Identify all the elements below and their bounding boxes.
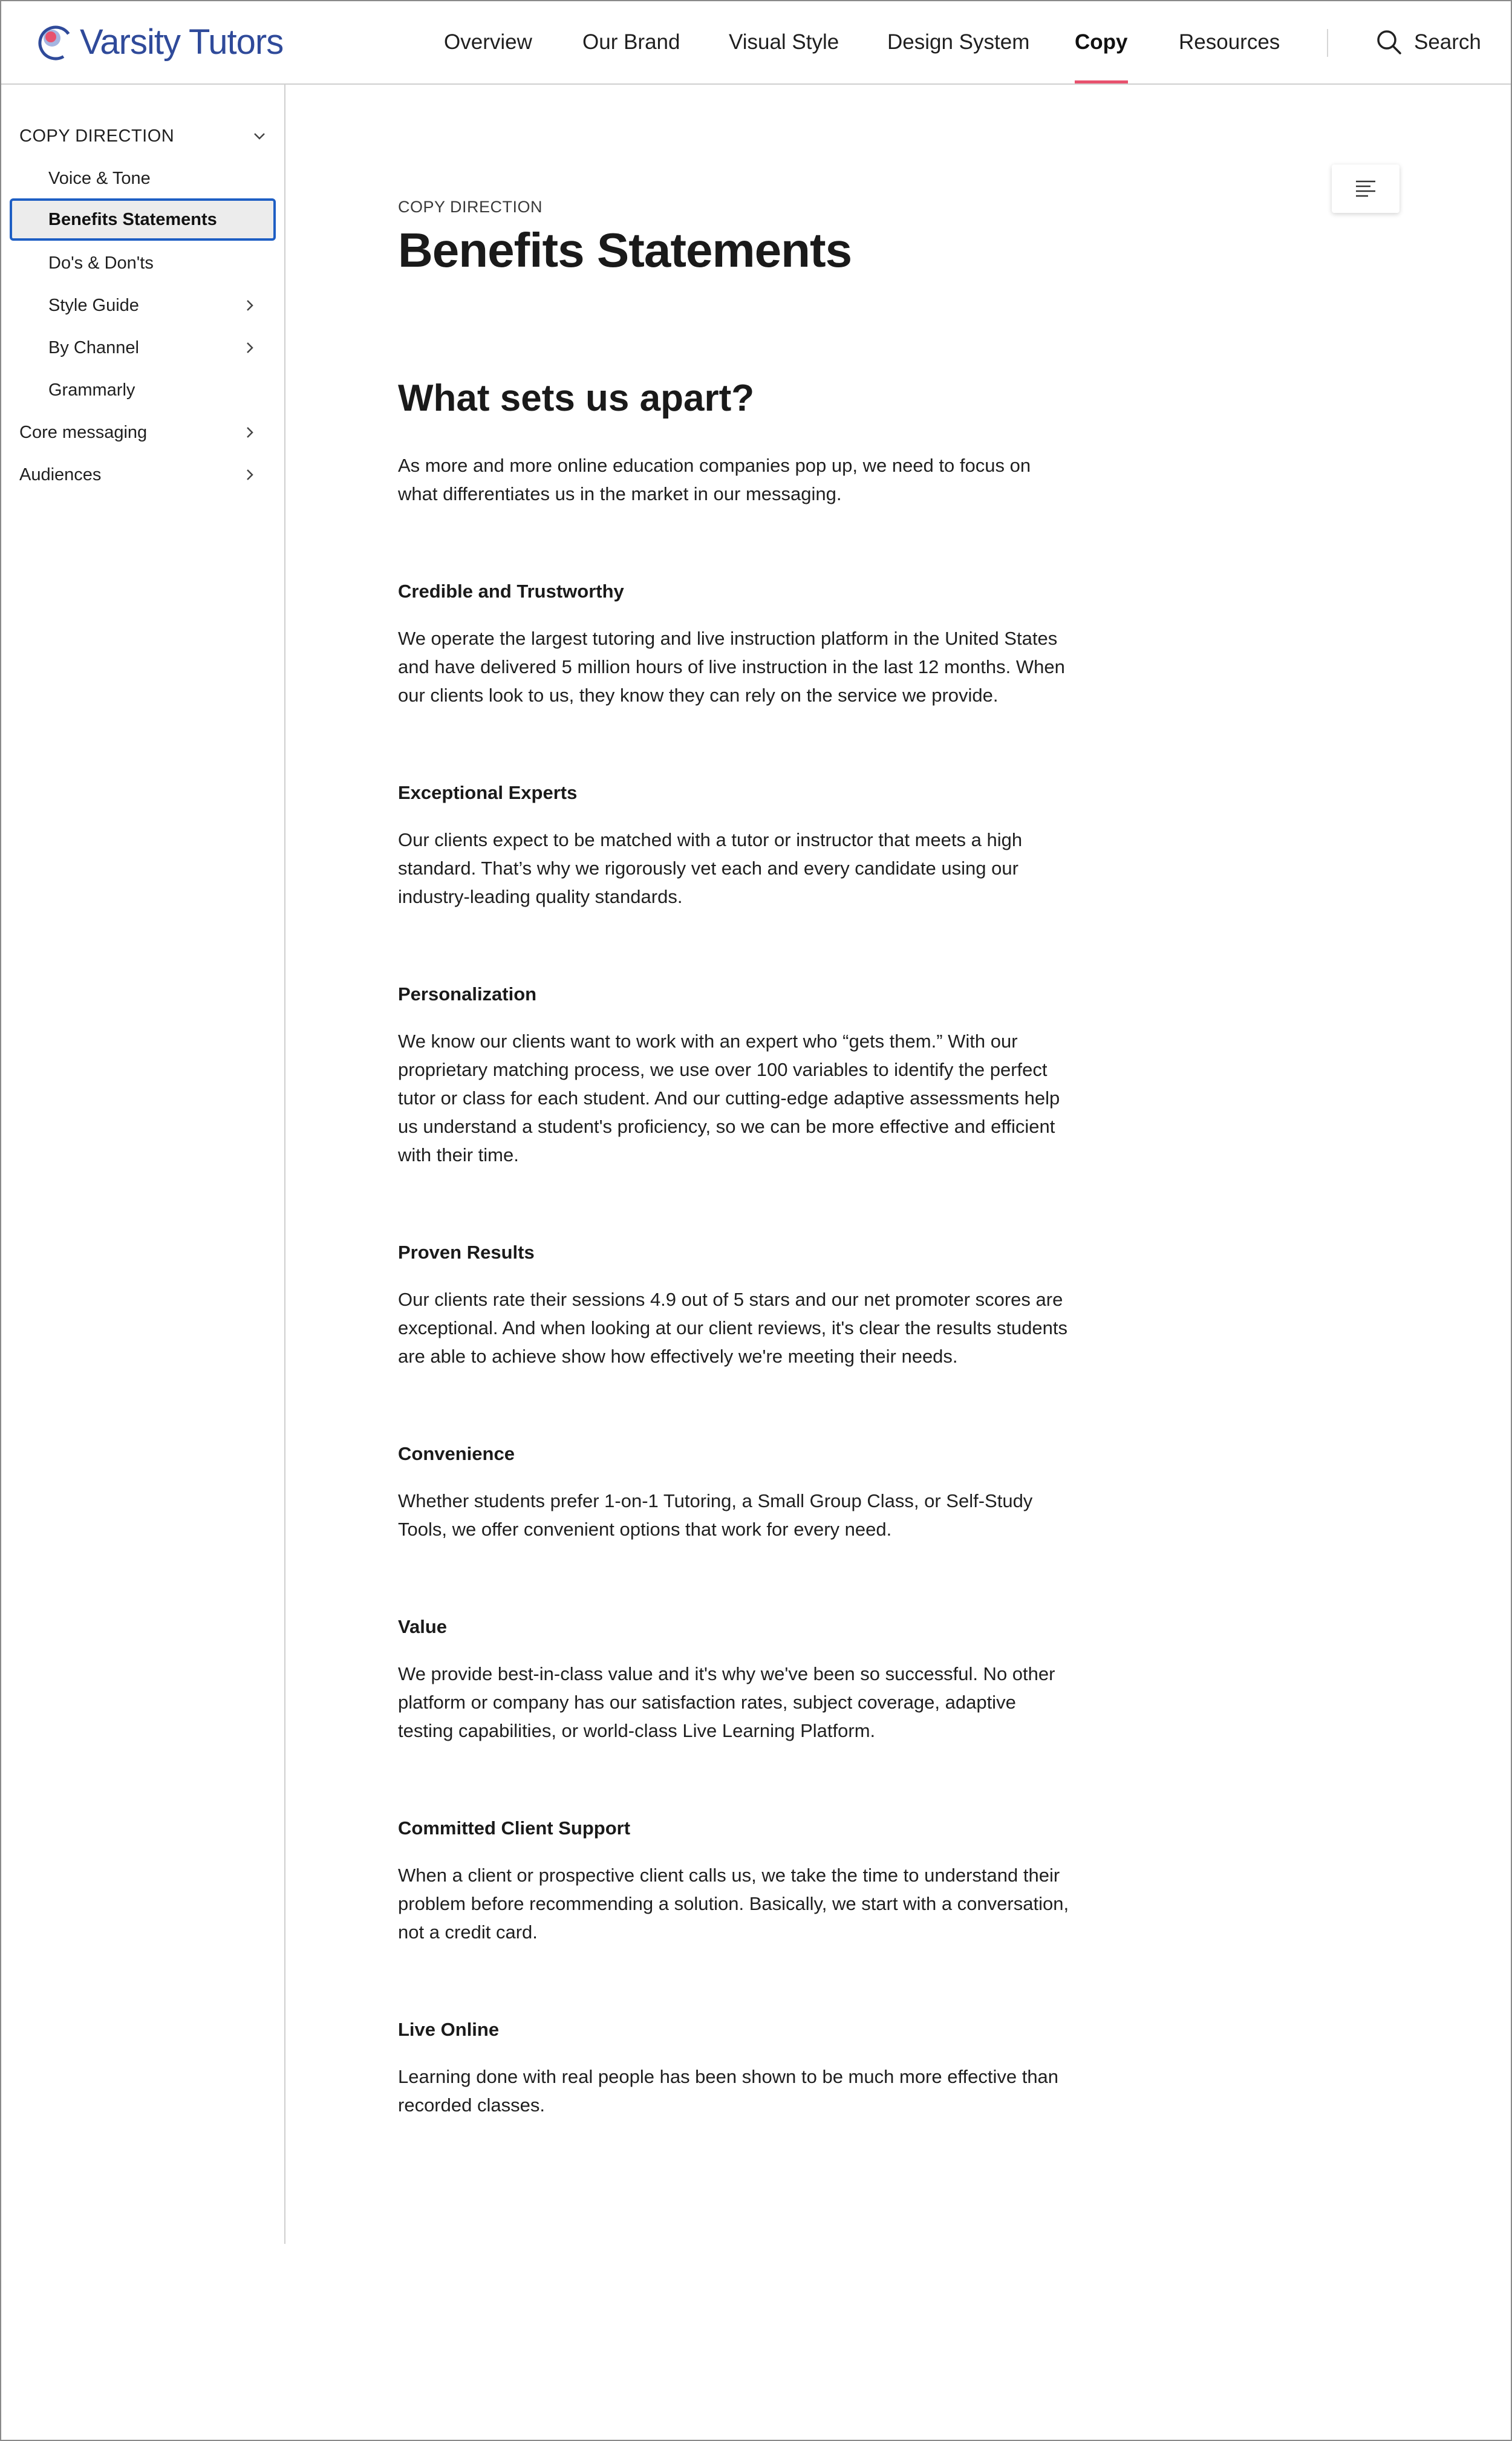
benefit-convenience [398, 1442, 1069, 1543]
sidebar-section-label: COPY DIRECTION [19, 126, 175, 146]
chevron-right-icon [242, 298, 258, 313]
sidebar-item-label: Do's & Don'ts [48, 253, 154, 273]
section-title: What sets us apart? [398, 377, 755, 419]
benefit-body: Learning done with real people has been shown to be much more effective than recorded classes. [398, 2066, 1059, 2116]
sidebar-item-by-channel[interactable] [10, 327, 276, 369]
benefit-body: Our clients expect to be matched with a tutor or instructor that meets a high standard. That’s why we rigorously vet each and every candidate using our industry-leading quality standards. [398, 829, 1023, 907]
sidebar-item-benefits-statements[interactable] [10, 198, 276, 241]
chevron-right-icon [242, 467, 258, 483]
main-content [398, 195, 1069, 2119]
sidebar-item-core-messaging[interactable] [10, 411, 276, 454]
sidebar-item-voice-tone[interactable] [10, 157, 276, 200]
sidebar [1, 85, 285, 2244]
benefit-exceptional-experts [398, 781, 1069, 911]
nav-item-visual-style[interactable]: Visual Style [729, 30, 839, 54]
benefit-credible-trustworthy [398, 579, 1069, 709]
sidebar-item-grammarly[interactable] [10, 369, 276, 411]
sidebar-item-audiences[interactable] [10, 454, 276, 496]
benefit-personalization [398, 982, 1069, 1169]
sidebar-item-label: Grammarly [48, 380, 135, 400]
sidebar-item-label: Benefits Statements [48, 209, 217, 229]
nav-item-our-brand[interactable]: Our Brand [582, 30, 680, 54]
section-intro: As more and more online education companies pop up, we need to focus on what differentiates us in the market in our messaging. [398, 455, 1031, 504]
search-icon [1375, 28, 1403, 56]
benefit-title: Value [398, 1616, 447, 1637]
brand-name: Varsity Tutors [80, 22, 284, 62]
benefit-title: Proven Results [398, 1242, 535, 1263]
chevron-down-icon [252, 128, 267, 144]
benefit-committed-client-support [398, 1816, 1069, 1946]
main-nav [1, 1, 1511, 83]
sidebar-item-style-guide[interactable] [10, 284, 276, 327]
nav-item-overview[interactable]: Overview [444, 30, 532, 54]
benefit-body: We provide best-in-class value and it's why we've been so successful. No other platform or company has our satisfaction rates, subject coverage, adaptive testing capabilities, or world-class Live Learning Platform. [398, 1663, 1055, 1741]
page-title: Benefits Statements [398, 223, 852, 277]
benefit-body: Our clients rate their sessions 4.9 out of 5 stars and our net promoter scores are exceptional. And when looking at our client reviews, it's clear the results students are able to achieve show how effectively we're meeting their needs. [398, 1289, 1068, 1367]
benefit-title: Credible and Trustworthy [398, 581, 624, 602]
sidebar-item-label: By Channel [48, 337, 139, 357]
benefit-body: Whether students prefer 1-on-1 Tutoring, a Small Group Class, or Self-Study Tools, we offer convenient options that work for every need. [398, 1490, 1033, 1540]
sidebar-item-label: Core messaging [19, 422, 148, 442]
benefit-live-online [398, 2018, 1069, 2119]
nav-item-design-system[interactable]: Design System [887, 30, 1030, 54]
benefit-value [398, 1615, 1069, 1745]
benefit-body: We operate the largest tutoring and live instruction platform in the United States and have delivered 5 million hours of live instruction in the last 12 months. When our clients look to us, they know they can rely on the service we provide. [398, 628, 1065, 706]
nav-divider [1327, 29, 1328, 57]
table-of-contents-icon [1354, 178, 1378, 200]
benefit-proven-results [398, 1240, 1069, 1370]
benefit-title: Personalization [398, 983, 537, 1005]
nav-item-copy[interactable]: Copy [1075, 1, 1128, 83]
search-label: Search [1414, 30, 1481, 54]
sidebar-item-dos-donts[interactable] [10, 242, 276, 284]
benefit-title: Committed Client Support [398, 1817, 631, 1839]
benefit-body: When a client or prospective client calls us, we take the time to understand their problem before recommending a solution. Basically, we start with a conversation, not a credit card. [398, 1865, 1069, 1943]
sidebar-item-label: Voice & Tone [48, 168, 151, 188]
top-header [1, 1, 1511, 85]
benefit-body: We know our clients want to work with an expert who “gets them.” With our proprietary matching process, we use over 100 variables to identify the perfect tutor or class for each student. And our cutting-edge adaptive assessments help us understand a student's proficiency, so we can be more effective and efficient with their time. [398, 1031, 1060, 1165]
chevron-right-icon [242, 425, 258, 440]
search-button[interactable] [1375, 27, 1481, 58]
sidebar-item-label: Style Guide [48, 295, 139, 315]
benefit-title: Exceptional Experts [398, 782, 578, 803]
page-eyebrow: COPY DIRECTION [398, 198, 543, 216]
sidebar-item-label: Audiences [19, 464, 102, 484]
benefit-title: Convenience [398, 1443, 515, 1464]
table-of-contents-button[interactable] [1332, 165, 1400, 213]
nav-item-resources[interactable]: Resources [1179, 30, 1280, 54]
benefit-title: Live Online [398, 2019, 500, 2040]
chevron-right-icon [242, 340, 258, 356]
sidebar-section-copy-direction[interactable] [19, 115, 267, 157]
